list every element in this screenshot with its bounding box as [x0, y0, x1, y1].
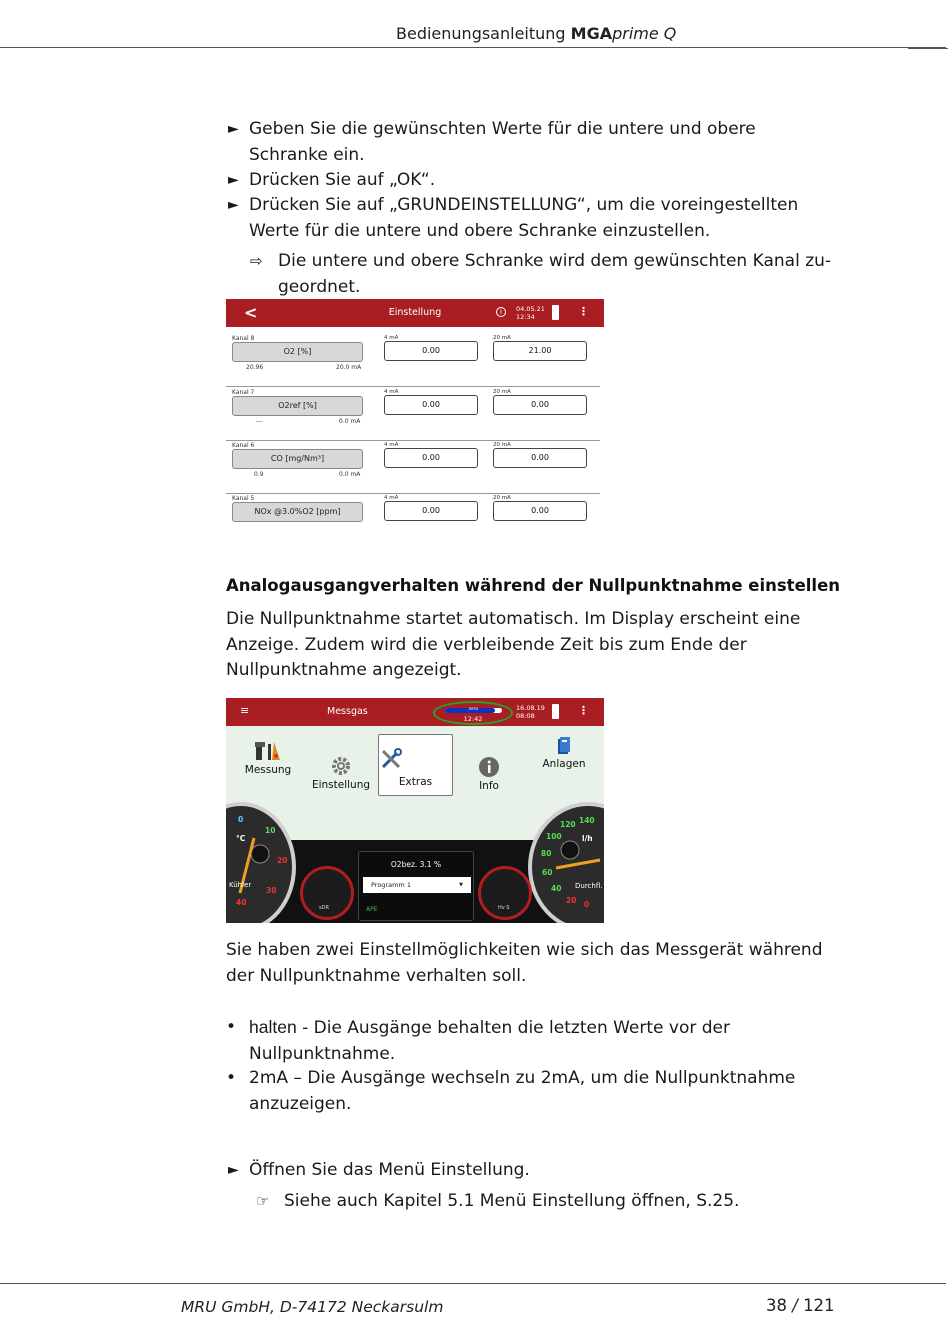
step-text: Drücken Sie auf „OK“. — [249, 170, 436, 190]
upper-limit-input[interactable]: 0.00 — [493, 448, 587, 468]
zero-label: zero — [468, 707, 479, 712]
lower-limit-input[interactable]: 0.00 — [384, 341, 478, 361]
gauge-unit: l/h — [582, 834, 593, 843]
channel-row — [226, 388, 600, 441]
gauge-tick: 0 — [238, 815, 244, 824]
upper-limit-input[interactable]: 0.00 — [493, 501, 587, 521]
gauge-tick: 80 — [541, 849, 552, 858]
overflow-menu-icon[interactable]: ⋮ — [578, 305, 589, 318]
datetime — [516, 704, 545, 720]
gauge-label: Kühler — [229, 881, 252, 889]
page-total: 121 — [803, 1296, 835, 1315]
reference-text: Siehe auch Kapitel 5.1 Menü Einstellung öffnen, S.25. — [284, 1191, 740, 1211]
tile-messung[interactable] — [240, 738, 296, 776]
lower-limit-label: 4 mA — [384, 335, 399, 341]
zero-remaining-time: 12:42 — [463, 715, 483, 723]
program-panel — [358, 851, 474, 921]
channel-label: Kanal 6 — [232, 442, 255, 449]
upper-limit-label: 20 mA — [493, 495, 511, 501]
gauge-tick: 0 — [584, 900, 590, 909]
page-separator: / — [792, 1296, 798, 1315]
bullet: • — [226, 1068, 237, 1088]
channel-component-button[interactable]: O2ref [%] — [232, 396, 363, 416]
zero-progress-bar — [445, 708, 502, 713]
hvs-gauge — [478, 866, 532, 920]
gauge-tick: 30 — [266, 886, 277, 895]
tools-icon — [379, 747, 403, 771]
option-description: - Die Ausgänge behalten die letzten Werte vor der Nullpunktnahme. — [249, 1018, 731, 1064]
upper-limit-input[interactable]: 0.00 — [493, 395, 587, 415]
option-keyword: halten — [249, 1017, 297, 1037]
screen-title: Einstellung — [388, 307, 442, 318]
gauge-label: Hv S — [498, 905, 510, 911]
footer-company: MRU GmbH, D-74172 Neckarsulm — [181, 1298, 444, 1316]
screenshot-einstellung — [226, 299, 604, 527]
tile-extras[interactable] — [378, 734, 453, 796]
channel-row — [226, 334, 600, 387]
battery-icon — [552, 704, 559, 719]
channel-value: --- — [256, 418, 263, 425]
pointing-hand-icon: ☞ — [256, 1192, 270, 1210]
lower-limit-input[interactable]: 0.00 — [384, 501, 478, 521]
tile-label: Einstellung — [311, 779, 371, 791]
header-brand: MGA — [570, 24, 613, 43]
tile-anlagen[interactable] — [538, 736, 590, 770]
result-text: Die untere und obere Schranke wird dem gewünschten Kanal zu-geordnet. — [278, 251, 832, 297]
instruction-step — [228, 168, 838, 194]
gauge-label: Durchfl. — [575, 882, 603, 890]
result-note — [250, 249, 840, 300]
screenshot-messgas — [226, 698, 604, 923]
program-select[interactable] — [363, 877, 471, 893]
header-rule — [0, 47, 946, 48]
channel-component-button[interactable]: O2 [%] — [232, 342, 363, 362]
step-text: Drücken Sie auf „GRUNDEINSTELLUNG“, um die voreingestellten Werte für die untere und obere Schranke einzustellen. — [249, 195, 799, 241]
header-rule-end — [908, 48, 948, 49]
page-header-title — [396, 24, 676, 43]
lower-limit-label: 4 mA — [384, 389, 399, 395]
date: 16.08.19 — [516, 704, 545, 712]
gauge-tick: 60 — [542, 868, 553, 877]
gauge-tick: 40 — [551, 884, 562, 893]
channel-row — [226, 494, 600, 527]
time: 08:08 — [516, 712, 535, 720]
instruction-step — [228, 117, 838, 168]
channel-component-button[interactable]: NOx @3.0%O2 [ppm] — [232, 502, 363, 522]
lower-limit-label: 4 mA — [384, 495, 399, 501]
channel-value: 0.9 — [254, 471, 264, 478]
instruction-step — [228, 1158, 838, 1184]
screen-title: Messgas — [327, 706, 368, 717]
tile-label: Extras — [398, 776, 433, 788]
info-icon[interactable]: i — [496, 307, 506, 317]
sdr-gauge — [300, 866, 354, 920]
tile-info[interactable] — [469, 756, 509, 792]
step-arrow-icon: ► — [228, 172, 239, 188]
option-item — [226, 1015, 836, 1067]
gauge-unit: °C — [236, 834, 246, 843]
option-item — [226, 1066, 836, 1117]
step-arrow-icon: ► — [228, 1162, 239, 1178]
footer-page-number — [766, 1296, 835, 1315]
header-model: prime Q — [612, 24, 677, 43]
app-titlebar — [226, 299, 604, 327]
back-arrow-icon[interactable]: < — [244, 303, 258, 322]
header-prefix: Bedienungsanleitung — [396, 24, 571, 43]
hamburger-menu-icon[interactable]: ≡ — [240, 704, 250, 717]
channel-current: 0.0 mA — [339, 418, 361, 425]
upper-limit-input[interactable]: 21.00 — [493, 341, 587, 361]
channel-label: Kanal 8 — [232, 335, 255, 342]
info-icon — [478, 756, 500, 778]
step-text: Geben Sie die gewünschten Werte für die untere und obere Schranke ein. — [249, 119, 756, 165]
section-intro: Die Nullpunktnahme startet automatisch. Im Display erscheint eine Anzeige. Zudem wird die verbleibende Zeit bis zum Ende der Nullpunktnahme angezeigt. — [226, 609, 801, 680]
option-text: 2mA – Die Ausgänge wechseln zu 2mA, um die Nullpunktnahme anzuzeigen. — [249, 1068, 796, 1114]
lower-limit-label: 4 mA — [384, 442, 399, 448]
gear-icon — [330, 755, 352, 777]
overflow-menu-icon[interactable]: ⋮ — [578, 704, 589, 717]
gauge-tick: 40 — [236, 898, 247, 907]
instruction-step — [228, 193, 838, 244]
program-status: APE — [366, 906, 378, 913]
options-intro: Sie haben zwei Einstellmöglichkeiten wie sich das Messgerät während der Nullpunktnahme verhalten soll. — [226, 940, 823, 986]
result-arrow-icon: ⇨ — [250, 252, 263, 270]
lower-limit-input[interactable]: 0.00 — [384, 448, 478, 468]
time: 12:34 — [516, 313, 535, 321]
system-icon — [554, 736, 574, 756]
section-heading: Analogausgangverhalten während der Nullpunktnahme einstellen — [226, 576, 841, 595]
channel-component-button[interactable]: CO [mg/Nm³] — [232, 449, 363, 469]
gauge-tick: 20 — [566, 896, 577, 905]
battery-icon — [552, 305, 559, 320]
lower-limit-input[interactable]: 0.00 — [384, 395, 478, 415]
page-current: 38 — [766, 1296, 787, 1315]
gauge-tick: 140 — [579, 816, 595, 825]
program-selected: Programm 1 — [371, 881, 411, 889]
gauge-tick: 100 — [546, 832, 562, 841]
chevron-down-icon: ▼ — [459, 882, 463, 888]
channel-label: Kanal 5 — [232, 495, 255, 502]
option-text — [249, 1015, 836, 1067]
gauge-tick: 120 — [560, 820, 576, 829]
tile-label: Info — [479, 780, 499, 792]
step-arrow-icon: ► — [228, 121, 239, 137]
step-text: Öffnen Sie das Menü Einstellung. — [249, 1160, 530, 1180]
step-arrow-icon: ► — [228, 197, 239, 213]
footer-rule — [0, 1283, 946, 1284]
tile-label: Anlagen — [542, 758, 586, 770]
program-title: O2bez. 3.1 % — [390, 860, 442, 869]
upper-limit-label: 20 mA — [493, 335, 511, 341]
gauge-tick: 10 — [265, 826, 276, 835]
upper-limit-label: 20 mA — [493, 442, 511, 448]
zero-indicator — [433, 701, 513, 725]
cross-reference — [256, 1189, 846, 1215]
date: 04.05.21 — [516, 305, 545, 313]
datetime — [516, 305, 545, 321]
channel-current: 0.0 mA — [339, 471, 361, 478]
measurement-icon — [254, 738, 282, 762]
bullet: • — [226, 1017, 237, 1037]
tile-label: Messung — [244, 764, 292, 776]
channel-value: 20.96 — [246, 364, 264, 371]
tile-einstellung[interactable] — [306, 755, 376, 791]
gauge-label: sDR — [319, 905, 329, 911]
gauge-tick: 20 — [277, 856, 288, 865]
channel-current: 20.0 mA — [336, 364, 362, 371]
app-titlebar — [226, 698, 604, 726]
channel-label: Kanal 7 — [232, 389, 255, 396]
upper-limit-label: 20 mA — [493, 389, 511, 395]
channel-row — [226, 441, 600, 494]
